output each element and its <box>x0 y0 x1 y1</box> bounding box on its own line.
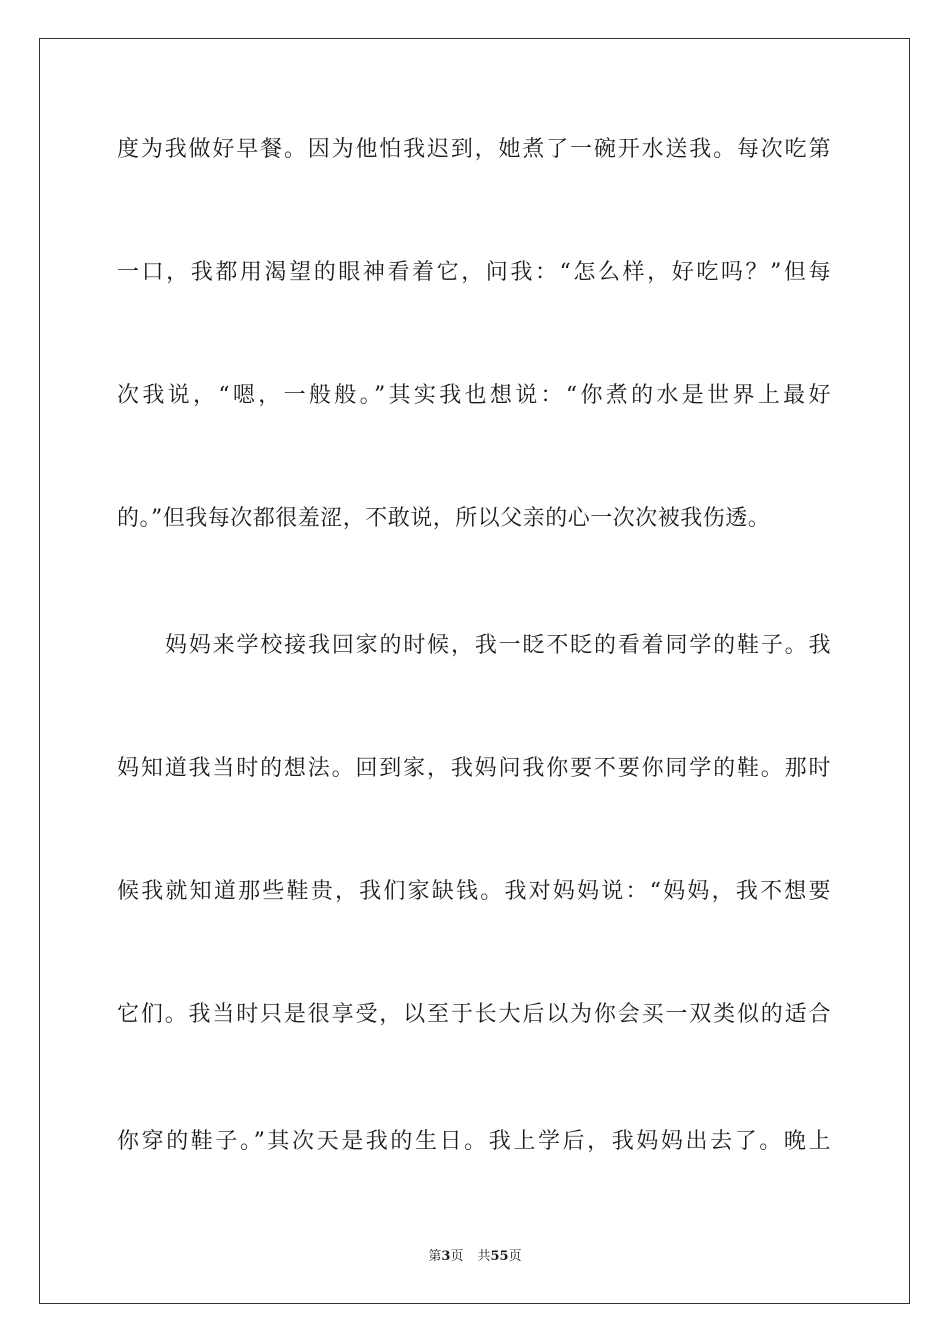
paragraph-line-7: 候我就知道那些鞋贵，我们家缺钱。我对妈妈说：“妈妈，我不想要 <box>117 879 831 904</box>
paragraph-line-8: 它们。我当时只是很享受，以至于长大后以为你会买一双类似的适合 <box>117 1002 831 1027</box>
paragraph-line-5: 妈妈来学校接我回家的时候，我一眨不眨的看着同学的鞋子。我 <box>165 633 831 658</box>
paragraph-line-3: 次我说，“嗯，一般般。”其实我也想说：“你煮的水是世界上最好 <box>117 383 831 408</box>
total-pages: 55 <box>490 1249 509 1264</box>
paragraph-line-2: 一口，我都用渴望的眼神看着它，问我：“怎么样，好吃吗？”但每 <box>117 260 831 285</box>
page-suffix: 页 <box>450 1249 464 1264</box>
paragraph-line-9: 你穿的鞋子。”其次天是我的生日。我上学后，我妈妈出去了。晚上 <box>117 1129 831 1154</box>
page-prefix: 第 <box>428 1249 442 1264</box>
total-prefix: 共 <box>477 1249 491 1264</box>
page-footer <box>0 1248 950 1266</box>
page-number: 3 <box>441 1249 451 1264</box>
total-suffix: 页 <box>508 1249 522 1264</box>
paragraph-line-6: 妈知道我当时的想法。回到家，我妈问我你要不要你同学的鞋。那时 <box>117 756 831 781</box>
paragraph-line-4: 的。”但我每次都很羞涩，不敢说，所以父亲的心一次次被我伤透。 <box>117 506 771 531</box>
paragraph-line-1: 度为我做好早餐。因为他怕我迟到，她煮了一碗开水送我。每次吃第 <box>117 137 831 162</box>
page-border <box>39 38 910 1304</box>
